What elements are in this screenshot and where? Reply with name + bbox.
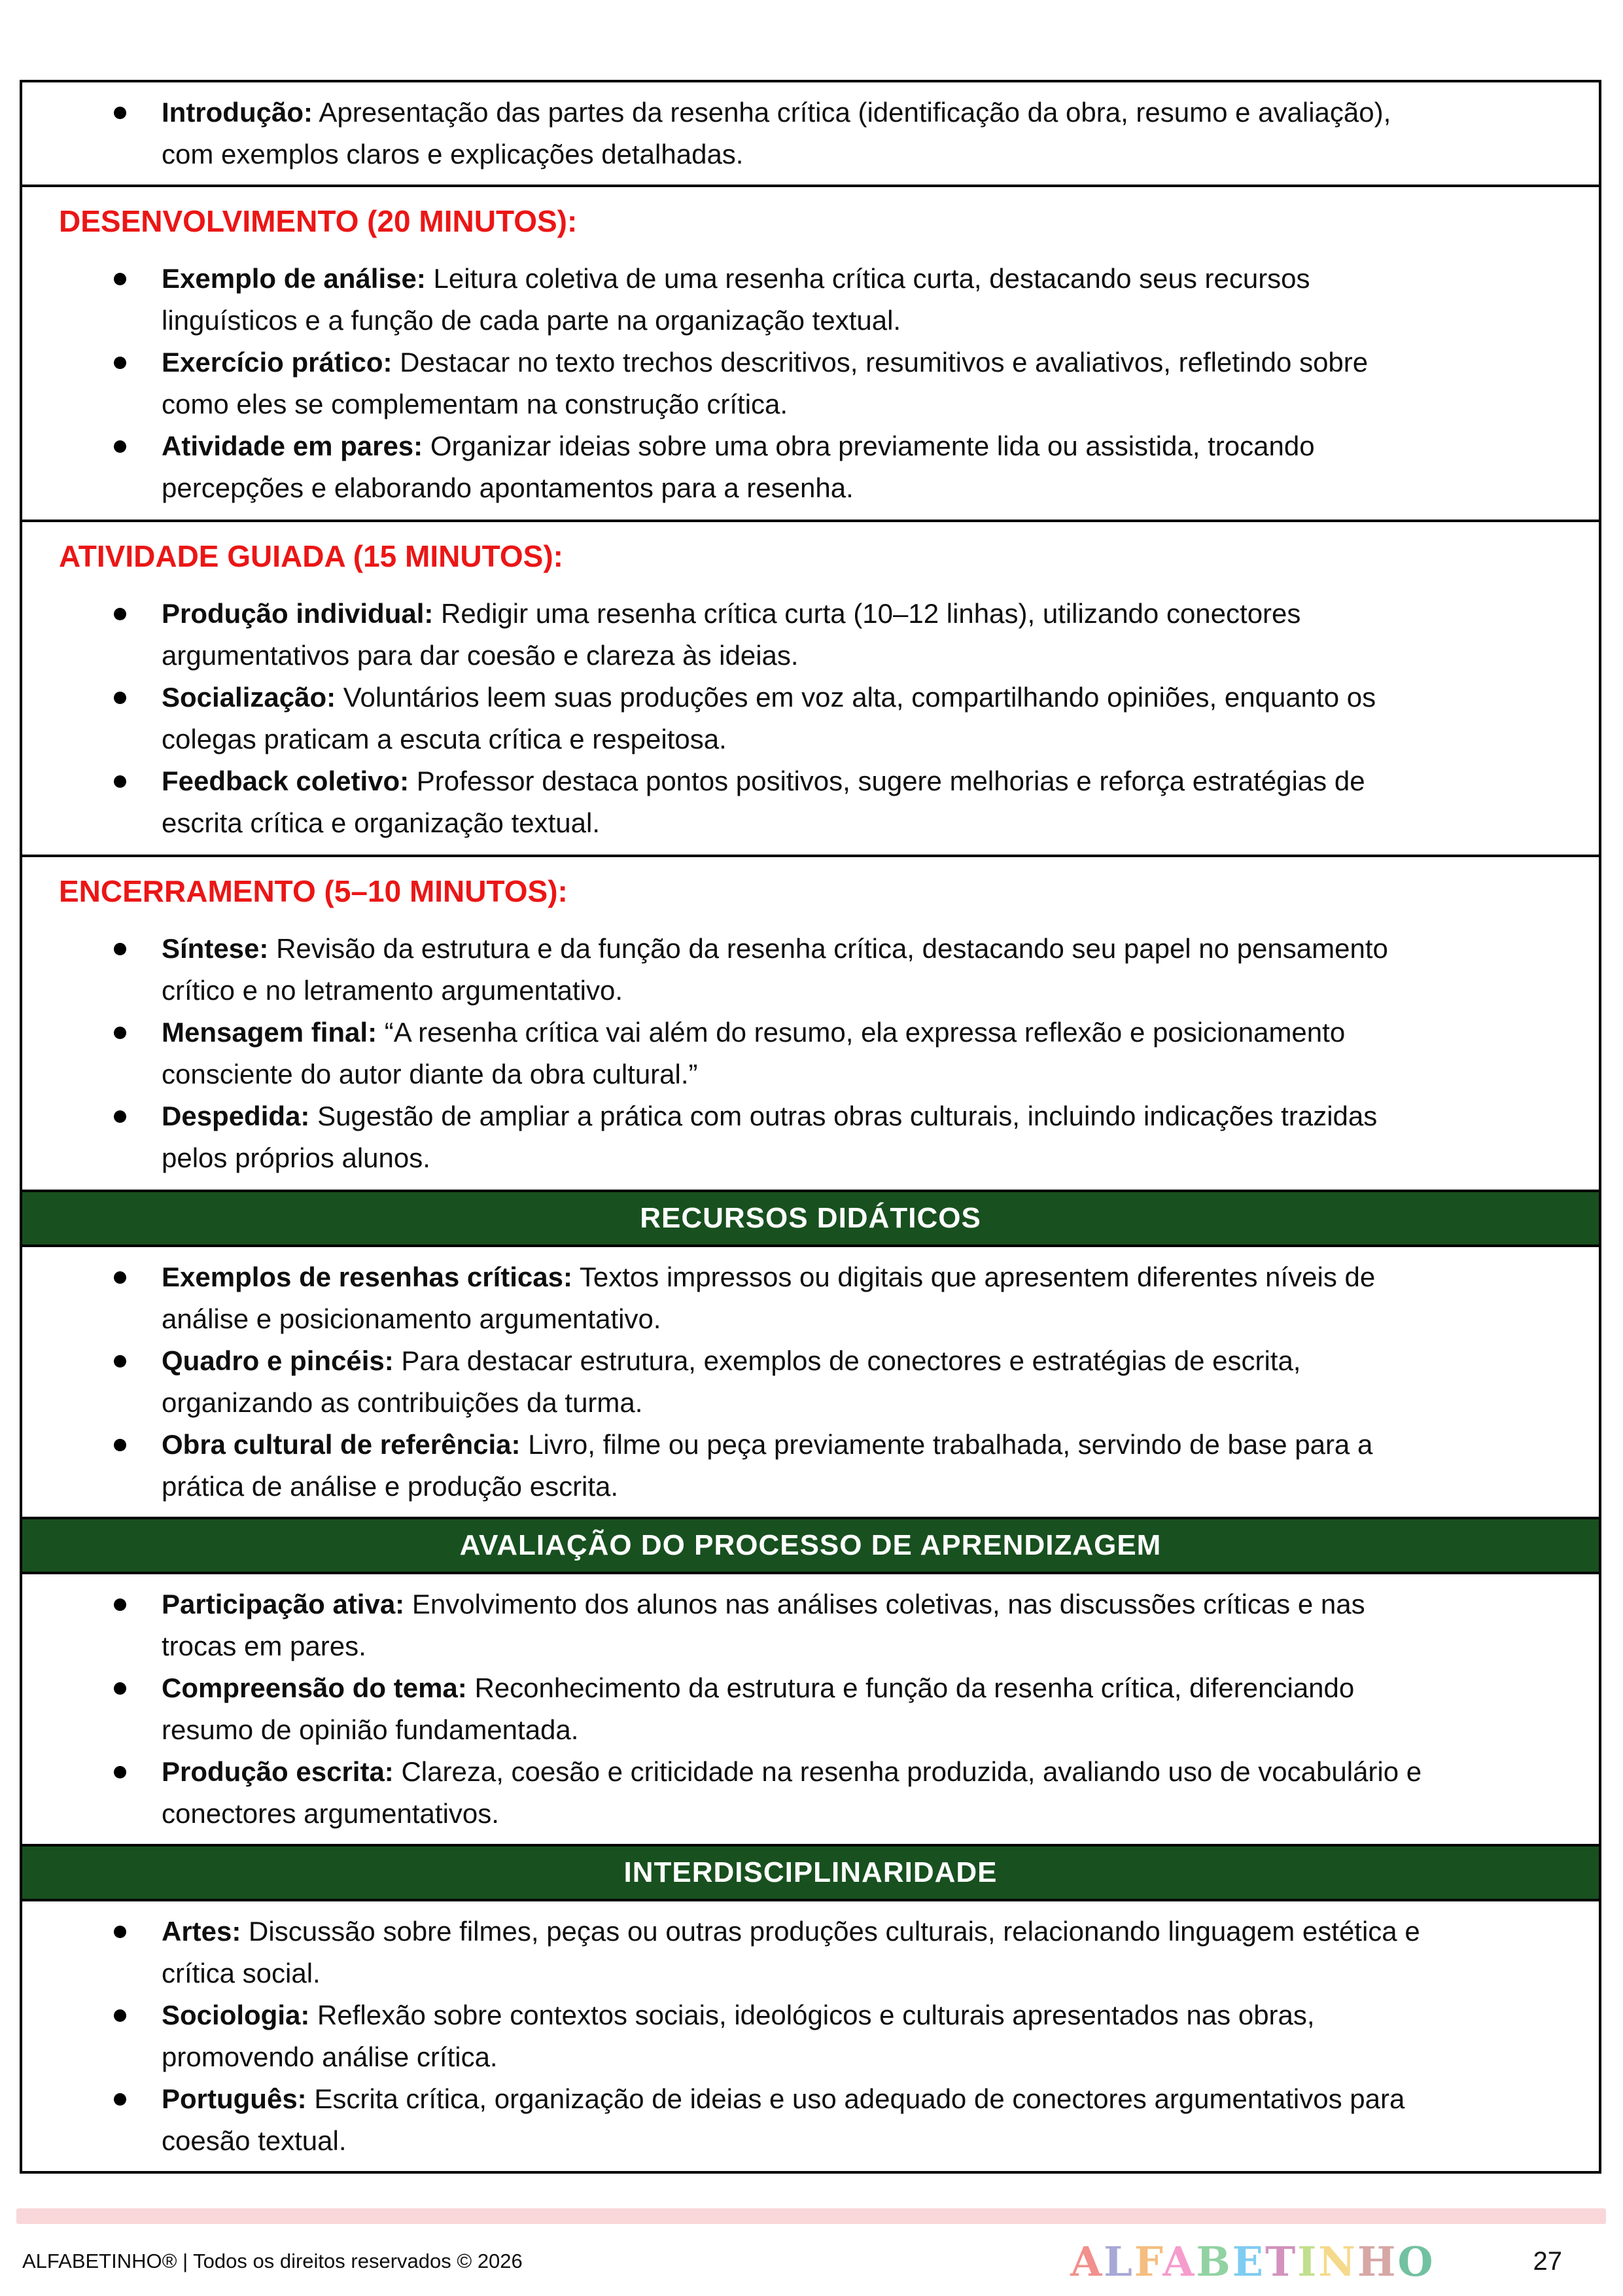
item-text: Envolvimento dos alunos nas análises coletivas, nas discussões críticas e nas trocas em pares. [162, 1589, 1365, 1661]
item-text: Destacar no texto trechos descritivos, resumitivos e avaliativos, refletindo sobre como eles se complementam na construção crítica. [162, 347, 1369, 419]
list-item [22, 1012, 1435, 1095]
section-encerramento [22, 855, 1599, 1190]
item-text: Revisão da estrutura e da função da resenha crítica, destacando seu papel no pensamento crítico e no letramento argumentativo. [162, 933, 1388, 1006]
list-item [22, 1340, 1435, 1424]
list-item [22, 1256, 1435, 1340]
item-label: Síntese: [162, 933, 269, 964]
item-label: Obra cultural de referência: [162, 1429, 521, 1460]
logo-letter: N [1318, 2237, 1357, 2286]
logo-letter: A [1162, 2237, 1196, 2286]
item-text: Reconhecimento da estrutura e função da resenha crítica, diferenciando resumo de opinião fundamentada. [162, 1672, 1355, 1745]
item-text: Escrita crítica, organização de ideias e uso adequado de conectores argumentativos para coesão textual. [162, 2083, 1405, 2156]
item-text: Discussão sobre filmes, peças ou outras produções culturais, relacionando linguagem estética e crítica social. [162, 1916, 1420, 1988]
logo-letter: L [1104, 2237, 1134, 2286]
list-item [22, 1667, 1435, 1751]
banner-title: RECURSOS DIDÁTICOS [640, 1202, 981, 1234]
list-item [22, 258, 1435, 342]
item-label: Participação ativa: [162, 1589, 405, 1619]
list-item [22, 1583, 1435, 1667]
item-label: Compreensão do tema: [162, 1672, 467, 1703]
item-label: Despedida: [162, 1101, 310, 1131]
logo-letter: T [1265, 2237, 1298, 2286]
logo-letter: F [1134, 2237, 1163, 2286]
section-heading-atividade-guiada: ATIVIDADE GUIADA (15 MINUTOS): [59, 539, 563, 573]
item-text: Professor destaca pontos positivos, sugere melhorias e reforça estratégias de escrita crítica e organização textual. [162, 766, 1365, 838]
list-item [22, 1095, 1435, 1179]
section-atividade-guiada [22, 520, 1599, 855]
logo-letter: I [1297, 2237, 1319, 2286]
list-item [22, 1424, 1435, 1508]
item-text: “A resenha crítica vai além do resumo, ela expressa reflexão e posicionamento consciente do autor diante da obra cultural.” [162, 1017, 1346, 1089]
item-text: Leitura coletiva de uma resenha crítica curta, destacando seus recursos linguísticos e a função de cada parte na organização textual. [162, 263, 1310, 336]
list-item [22, 928, 1435, 1012]
list-item [22, 1911, 1435, 1994]
list-item [22, 425, 1435, 509]
section-avaliacao [22, 1572, 1599, 1844]
banner-title: INTERDISCIPLINARIDADE [623, 1856, 998, 1888]
logo-letter: E [1232, 2237, 1266, 2286]
item-text: Redigir uma resenha crítica curta (10–12 linhas), utilizando conectores argumentativos para dar coesão e clareza às ideias. [162, 598, 1301, 671]
item-text: Organizar ideias sobre uma obra previamente lida ou assistida, trocando percepções e elaborando apontamentos para a resenha. [162, 431, 1315, 503]
item-text: Clareza, coesão e criticidade na resenha produzida, avaliando uso de vocabulário e conectores argumentativos. [162, 1756, 1422, 1829]
section-heading-desenvolvimento: DESENVOLVIMENTO (20 MINUTOS): [59, 204, 578, 238]
logo-letter: H [1357, 2237, 1398, 2286]
item-label: Atividade em pares: [162, 431, 423, 461]
item-text: Textos impressos ou digitais que apresentem diferentes níveis de análise e posicionamento argumentativo. [162, 1262, 1376, 1334]
logo-letter: O [1397, 2237, 1435, 2286]
lesson-plan-table [20, 80, 1601, 2174]
item-label: Exemplo de análise: [162, 263, 426, 294]
item-label: Produção escrita: [162, 1756, 394, 1787]
banner-interdisciplinaridade [22, 1844, 1599, 1899]
list-item [22, 760, 1435, 844]
section-interdisciplinaridade [22, 1899, 1599, 2171]
page-footer [22, 2230, 1592, 2293]
item-text: Para destacar estrutura, exemplos de conectores e estratégias de escrita, organizando as contribuições da turma. [162, 1345, 1301, 1418]
list-item [22, 342, 1435, 425]
list-item [22, 2078, 1435, 2162]
footer-divider-bar [16, 2208, 1606, 2224]
item-text: Voluntários leem suas produções em voz alta, compartilhando opiniões, enquanto os colegas praticam a escuta crítica e respeitosa. [162, 682, 1376, 754]
banner-title: AVALIAÇÃO DO PROCESSO DE APRENDIZAGEM [459, 1529, 1162, 1561]
item-label: Exemplos de resenhas críticas: [162, 1262, 572, 1292]
item-label: Produção individual: [162, 598, 434, 629]
item-text: Sugestão de ampliar a prática com outras obras culturais, incluindo indicações trazidas pelos próprios alunos. [162, 1101, 1378, 1173]
item-label: Mensagem final: [162, 1017, 377, 1048]
footer-right-group [1070, 2238, 1592, 2286]
page-number: 27 [1533, 2246, 1562, 2276]
list-item [22, 1751, 1435, 1835]
list-item [22, 677, 1435, 760]
item-label: Artes: [162, 1916, 241, 1947]
item-label: Introdução: [162, 97, 313, 128]
section-recursos-didaticos [22, 1245, 1599, 1517]
item-label: Socialização: [162, 682, 336, 713]
item-label: Exercício prático: [162, 347, 393, 378]
item-text: Apresentação das partes da resenha crítica (identificação da obra, resumo e avaliação), com exemplos claros e explicações detalhadas. [162, 97, 1391, 169]
item-label: Quadro e pincéis: [162, 1345, 394, 1376]
item-label: Feedback coletivo: [162, 766, 410, 796]
logo-letter: A [1070, 2237, 1104, 2286]
section-heading-encerramento: ENCERRAMENTO (5–10 MINUTOS): [59, 874, 568, 908]
item-text: Reflexão sobre contextos sociais, ideológicos e culturais apresentados nas obras, promovendo análise crítica. [162, 2000, 1315, 2072]
item-text: Livro, filme ou peça previamente trabalhada, servindo de base para a prática de análise e produção escrita. [162, 1429, 1373, 1502]
list-item [22, 92, 1435, 175]
section-intro [22, 82, 1599, 185]
list-item [22, 593, 1435, 677]
alfabetinho-logo [1070, 2238, 1435, 2286]
logo-letter: B [1196, 2237, 1232, 2286]
item-label: Sociologia: [162, 2000, 310, 2030]
list-item [22, 1994, 1435, 2078]
banner-recursos-didaticos [22, 1190, 1599, 1245]
item-label: Português: [162, 2083, 307, 2114]
section-desenvolvimento [22, 185, 1599, 520]
copyright-text: ALFABETINHO® | Todos os direitos reservados © 2026 [22, 2250, 523, 2272]
banner-avaliacao [22, 1517, 1599, 1572]
